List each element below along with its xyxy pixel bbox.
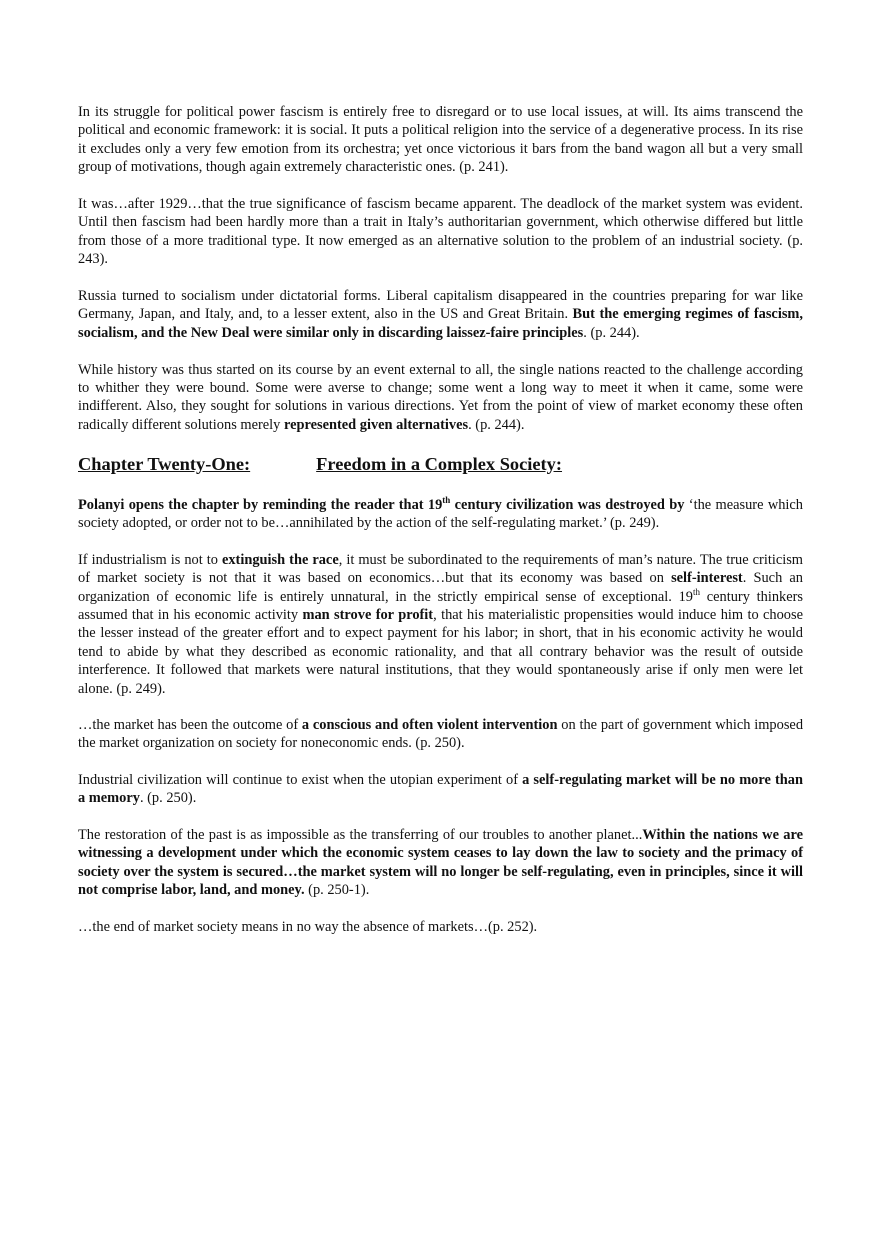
quote-paragraph — [78, 103, 803, 177]
text-run: …the market has been the outcome of — [78, 716, 302, 733]
bold-text-run: Polanyi opens the chapter by reminding the reader that 19 — [78, 496, 443, 513]
ordinal-superscript: th — [693, 586, 701, 597]
chapter-title: Freedom in a Complex Society: — [316, 453, 563, 474]
text-run: on the part of government which imposed the market organization on society for noneconomic ends. (p. 250). — [78, 716, 804, 752]
bold-text-run: extinguish the race — [221, 551, 339, 568]
bold-text-run: a self-regulating market will be no more than a memory — [78, 771, 803, 807]
text-run: . (p. 244). — [468, 416, 525, 433]
ordinal-superscript: th — [442, 494, 451, 505]
quote-paragraph — [78, 826, 803, 900]
bold-text-run: But the emerging regimes of fascism, socialism, and the New Deal were similar only in discarding laissez-faire principles — [78, 306, 804, 341]
text-run: If industrialism is not to — [78, 551, 222, 568]
text-run: , that his materialistic propensities would induce him to choose the lesser instead of the greater effort and to expect payment for his labor; in short, that in his economic activity he would tend to abide by what they described as economic rationality, and that all contrary behavior was the result of outside interference. It followed that markets were natural institutions, that they would spontaneously arise if only men were let alone. (p. 249). — [78, 607, 803, 697]
quote-paragraph — [78, 716, 803, 753]
text-run: (p. 250-1). — [304, 882, 370, 899]
quote-paragraph — [78, 918, 803, 936]
quote-paragraph — [78, 195, 803, 269]
bold-text-run: a conscious and often violent intervention — [301, 716, 558, 733]
bold-text-run: Within the nations we are witnessing a development under which the economic system ceases to lay down the law to society and the primacy of society over the system is secured…the market system will no longer be self-regulating, even in principles, since it will not comprise labor, land, and money. — [78, 827, 803, 899]
text-run: …the end of market society means in no way the absence of markets…(p. 252). — [78, 919, 538, 936]
quote-paragraph — [78, 771, 803, 808]
quote-paragraph — [78, 551, 803, 698]
chapter-label: Chapter Twenty-One: — [78, 453, 251, 474]
document-page — [78, 103, 803, 955]
text-run: . Such an organization of economic life is entirely unnatural, in the strictly empirical sense of exceptional. 19 — [78, 570, 803, 605]
chapter-twenty-quotes — [78, 103, 803, 434]
chapter-twenty-one-quotes — [78, 496, 803, 937]
text-run: Russia turned to socialism under dictatorial forms. Liberal capitalism disappeared in the countries preparing for war like Germany, Japan, and Italy, and, to a lesser extent, also in the US and Great Britain. — [78, 288, 803, 323]
quote-paragraph — [78, 361, 803, 435]
quote-paragraph — [78, 496, 803, 533]
text-run: century thinkers assumed that in his economic activity — [78, 588, 803, 624]
text-run: In its struggle for political power fascism is entirely free to disregard or to use local issues, at will. Its aims transcend the political and economic framework: it is social. It puts a political religion into the service of a degenerative process. In its rise it excludes only a very few emotion from its orchestra; yet once victorious it bars from the band wagon all but a very small group of motivations, though again extremely characteristic ones. (p. 241). — [78, 104, 803, 176]
bold-text-run: self-interest — [671, 570, 743, 587]
text-run: The restoration of the past is as impossible as the transferring of our troubles to another planet... — [78, 827, 643, 844]
text-run: ‘the measure which society adopted, or order not to be…annihilated by the action of the self-regulating market.’ (p. 249). — [78, 496, 803, 532]
chapter-heading — [78, 453, 803, 475]
text-run: . (p. 250). — [139, 790, 197, 807]
quote-paragraph — [78, 287, 803, 342]
text-run: Industrial civilization will continue to exist when the utopian experiment of — [78, 771, 523, 788]
bold-text-run: represented given alternatives — [283, 416, 469, 433]
text-run: , it must be subordinated to the requirements of man’s nature. The true criticism of market society is not that it was based on economics…but that its economy was based on — [78, 551, 803, 587]
bold-text-run: century civilization was destroyed by — [450, 496, 685, 513]
text-run: . (p. 244). — [583, 324, 640, 341]
bold-text-run: man strove for profit — [302, 607, 434, 624]
text-run: It was…after 1929…that the true significance of fascism became apparent. The deadlock of the market system was evident. Until then fascism had been hardly more than a trait in Italy’s authoritarian government, which otherwise differed but little from those of a more traditional type. It now emerged as an alternative solution to the problem of an industrial society. (p. 243). — [78, 196, 803, 268]
text-run: While history was thus started on its course by an event external to all, the single nations reacted to the challenge according to whither they were bound. Some were averse to change; some went a long way to meet it when it came, some were indifferent. Also, they sought for solutions in various directions. Yet from the point of view of market economy these often radically different solutions merely — [78, 361, 803, 433]
